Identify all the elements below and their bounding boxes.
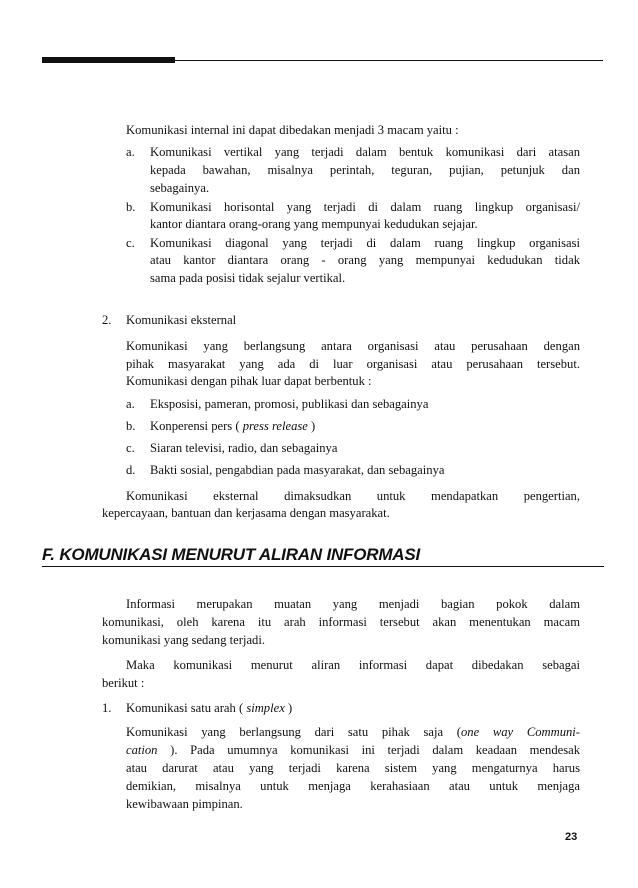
para-line xyxy=(126,742,580,758)
para-line: kewibawaan pimpinan. xyxy=(126,797,243,811)
section-title: Komunikasi eksternal xyxy=(126,313,237,327)
item-label: c. xyxy=(126,236,135,250)
para-line: demikian, misalnya untuk menjaga kerahasiaan atau untuk menjaga xyxy=(126,779,580,793)
item-title-italic: simplex xyxy=(246,701,285,715)
page-number: 23 xyxy=(565,831,578,843)
item-text-line: sama pada posisi tidak sejalur vertikal. xyxy=(150,271,346,285)
item-text-italic: press release xyxy=(242,419,308,433)
para-line: Maka komunikasi menurut aliran informasi dapat dibedakan sebagai xyxy=(126,658,580,672)
para-line: atau darurat atau yang terjadi karena sistem yang mengaturnya harus xyxy=(126,761,580,775)
para-line: berikut : xyxy=(102,676,145,690)
item-text-line: kantor diantara orang-orang yang mempunyai kedudukan sejajar. xyxy=(150,217,478,231)
item-text-line: Komunikasi vertikal yang terjadi dalam bentuk komunikasi dari atasan xyxy=(150,145,580,159)
section-number: 2. xyxy=(102,313,112,327)
item-label: d. xyxy=(126,463,136,477)
item-label: a. xyxy=(126,145,135,159)
item-label: b. xyxy=(126,200,136,214)
item-text-line: sebagainya. xyxy=(150,181,210,195)
section-heading: F. KOMUNIKASI MENURUT ALIRAN INFORMASI xyxy=(42,545,421,564)
intro-text: Komunikasi internal ini dapat dibedakan menjadi 3 macam yaitu : xyxy=(126,123,459,137)
item-title-pre: Komunikasi satu arah ( xyxy=(126,701,247,715)
item-title-post: ) xyxy=(284,701,293,715)
text-italic: cation xyxy=(126,743,158,757)
item-text-line: Komunikasi diagonal yang terjadi di dalam ruang lingkup organisasi xyxy=(150,236,580,250)
item-label: c. xyxy=(126,441,135,455)
para-line xyxy=(126,724,580,740)
item-number: 1. xyxy=(102,701,112,715)
heading-rule xyxy=(42,566,604,567)
para-line: Informasi merupakan muatan yang menjadi bagian pokok dalam xyxy=(126,597,580,611)
para-line: pihak masyarakat yang ada di luar organisasi atau perusahaan tersebut. xyxy=(126,357,580,371)
para-line: kepercayaan, bantuan dan kerjasama dengan masyarakat. xyxy=(102,506,390,520)
text-italic: one way Communi- xyxy=(460,725,580,739)
para-line: komunikasi yang sedang terjadi. xyxy=(102,633,265,647)
item-text-line xyxy=(150,418,315,434)
para-line: Komunikasi yang berlangsung antara organisasi atau perusahaan dengan xyxy=(126,339,580,353)
text-post: ). Pada umumnya komunikasi ini terjadi dalam keadaan mendesak xyxy=(157,743,580,757)
item-text-line: Eksposisi, pameran, promosi, publikasi dan sebagainya xyxy=(150,397,429,411)
item-title xyxy=(126,700,292,716)
item-label: a. xyxy=(126,397,135,411)
item-text-line: Siaran televisi, radio, dan sebagainya xyxy=(150,441,338,455)
item-text-line: Bakti sosial, pengabdian pada masyarakat, dan sebagainya xyxy=(150,463,445,477)
item-text-line: kepada bawahan, misalnya perintah, teguran, pujian, petunjuk dan xyxy=(150,163,580,177)
text-pre: Komunikasi yang berlangsung dari satu pihak saja ( xyxy=(126,725,461,739)
item-label: b. xyxy=(126,419,136,433)
item-text-pre: Konperensi pers ( xyxy=(150,419,243,433)
header-rule-thin xyxy=(175,60,603,61)
item-text-post: ) xyxy=(307,419,316,433)
para-line: komunikasi, oleh karena itu arah informasi tersebut akan menentukan macam xyxy=(102,615,580,629)
item-text-line: Komunikasi horisontal yang terjadi di dalam ruang lingkup organisasi/ xyxy=(150,200,580,214)
para-line: Komunikasi eksternal dimaksudkan untuk mendapatkan pengertian, xyxy=(126,489,580,503)
header-rule-thick xyxy=(42,57,175,63)
item-text-line: atau kantor diantara orang - orang yang mempunyai kedudukan tidak xyxy=(150,253,580,267)
para-line: Komunikasi dengan pihak luar dapat berbentuk : xyxy=(126,374,372,388)
